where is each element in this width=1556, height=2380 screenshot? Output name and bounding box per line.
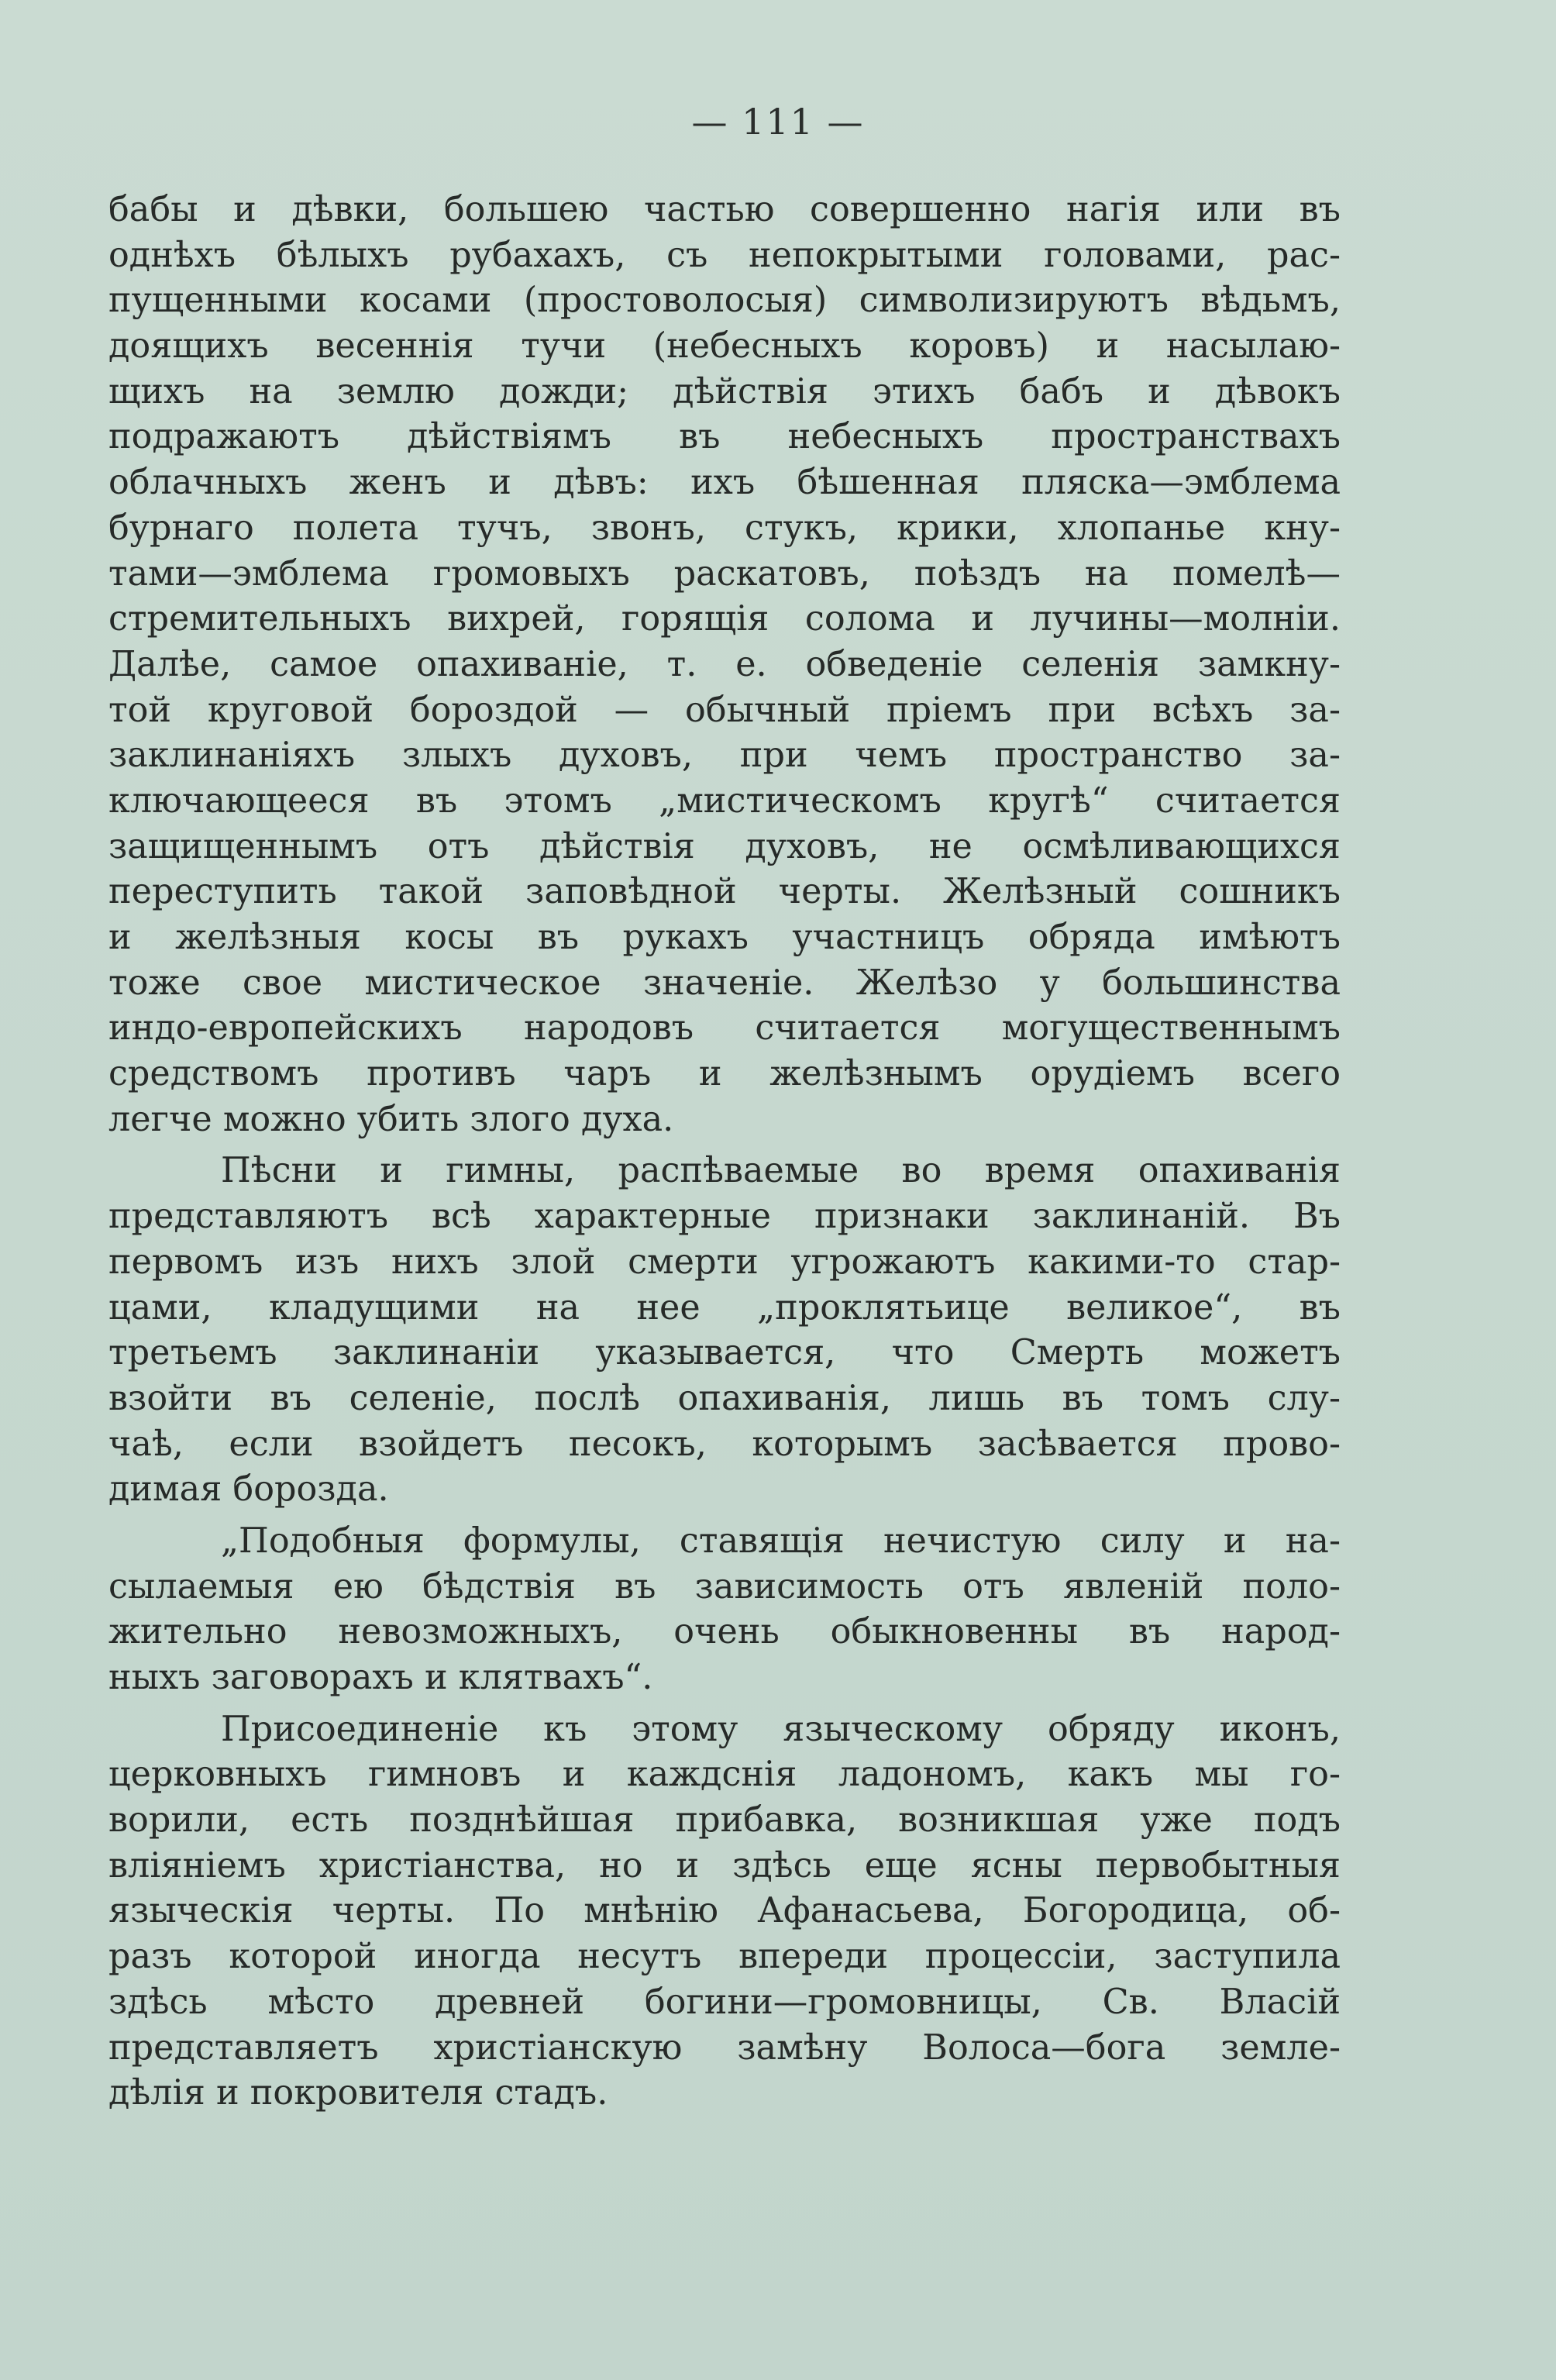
text-line: облачныхъ женъ и дѣвъ: ихъ бѣшенная пляска—эмблема xyxy=(108,463,1341,503)
text-line: разъ которой иногда несутъ впереди процессіи, заступила xyxy=(108,1937,1341,1977)
text-line: и желѣзныя косы въ рукахъ участницъ обряда имѣютъ xyxy=(108,918,1341,957)
text-line: „Подобныя формулы, ставящія нечистую силу и на- xyxy=(221,1521,1341,1561)
page-number: — 111 — xyxy=(691,101,865,143)
text-line: индо-европейскихъ народовъ считается могущественнымъ xyxy=(108,1008,1341,1049)
text-line: средствомъ противъ чаръ и желѣзнымъ орудіемъ всего xyxy=(108,1054,1341,1094)
text-line: бурнаго полета тучъ, звонъ, стукъ, крики, хлопанье кну- xyxy=(108,508,1341,548)
text-line: стремительныхъ вихрей, горящія солома и лучины—молніи. xyxy=(108,599,1341,639)
paragraph-gap xyxy=(108,1701,1341,1707)
text-line: первомъ изъ нихъ злой смерти угрожаютъ какими-то стар- xyxy=(108,1242,1341,1282)
text-line: ключающееся въ этомъ „мистическомъ кругѣ“ считается xyxy=(108,780,1341,821)
text-line: церковныхъ гимновъ и каждснія ладономъ, какъ мы го- xyxy=(108,1755,1341,1795)
text-line: взойти въ селеніе, послѣ опахиванія, лишь въ томъ слу- xyxy=(108,1378,1341,1418)
text-line: Пѣсни и гимны, распѣваемые во время опахиванія xyxy=(221,1151,1341,1191)
text-line: представляетъ христіанскую замѣну Волоса—бога земле- xyxy=(108,2027,1341,2068)
text-line: сылаемыя ею бѣдствія въ зависимость отъ явленій поло- xyxy=(108,1566,1341,1607)
paragraph xyxy=(108,1519,1341,1701)
paragraph xyxy=(108,188,1341,1142)
text-line: доящихъ весеннія тучи (небесныхъ коровъ) и насылаю- xyxy=(108,326,1341,367)
text-line: тоже свое мистическое значеніе. Желѣзо у большинства xyxy=(108,963,1341,1003)
text-line: Далѣе, самое опахиваніе, т. е. обведеніе селенія замкну- xyxy=(108,644,1341,684)
text-line: представляютъ всѣ характерные признаки заклинаній. Въ xyxy=(108,1197,1341,1237)
text-line: легче можно убить злого духа. xyxy=(108,1099,674,1139)
text-line: бабы и дѣвки, большею частью совершенно нагія или въ xyxy=(108,190,1341,229)
text-line: щихъ на землю дожди; дѣйствія этихъ бабъ и дѣвокъ xyxy=(108,371,1341,412)
text-line: здѣсь мѣсто древней богини—громовницы, Св. Власій xyxy=(108,1982,1341,2022)
text-line: тами—эмблема громовыхъ раскатовъ, поѣздъ на помелѣ— xyxy=(108,553,1341,594)
text-line: однѣхъ бѣлыхъ рубахахъ, съ непокрытыми головами, рас- xyxy=(108,235,1341,275)
text-line: димая борозда. xyxy=(108,1469,389,1510)
text-line: той круговой бороздой — обычный пріемъ при всѣхъ за- xyxy=(108,690,1341,730)
text-line: пущенными косами (простоволосыя) символизируютъ вѣдьмъ, xyxy=(108,281,1341,321)
text-line: вліяніемъ христіанства, но и здѣсь еще ясны первобытныя xyxy=(108,1845,1341,1886)
text-line: подражаютъ дѣйствіямъ въ небесныхъ пространствахъ xyxy=(108,417,1341,457)
text-line: заклинаніяхъ злыхъ духовъ, при чемъ пространство за- xyxy=(108,735,1341,776)
paragraph xyxy=(108,1707,1341,2117)
text-line: ныхъ заговорахъ и клятвахъ“. xyxy=(108,1658,653,1697)
paragraph-gap xyxy=(108,1513,1341,1519)
text-line: Присоединеніе къ этому языческому обряду иконъ, xyxy=(221,1709,1341,1749)
paragraph-gap xyxy=(108,1142,1341,1149)
text-line: дѣлія и покровителя стадъ. xyxy=(108,2073,608,2113)
text-line: языческія черты. По мнѣнію Афанасьева, Богородица, об- xyxy=(108,1891,1341,1931)
text-line: защищеннымъ отъ дѣйствія духовъ, не осмѣливающихся xyxy=(108,826,1341,866)
text-line: ворили, есть позднѣйшая прибавка, возникшая уже подъ xyxy=(108,1800,1341,1841)
text-line: чаѣ, если взойдетъ песокъ, которымъ засѣвается прово- xyxy=(108,1424,1341,1464)
text-line: жительно невозможныхъ, очень обыкновенны въ народ- xyxy=(108,1612,1341,1652)
body-text xyxy=(108,188,1341,2117)
text-line: переступить такой заповѣдной черты. Желѣзный сошникъ xyxy=(108,872,1341,912)
text-line: цами, кладущими на нее „проклятьице великое“, въ xyxy=(108,1287,1341,1328)
paragraph xyxy=(108,1149,1341,1513)
text-line: третьемъ заклинаніи указывается, что Смерть можетъ xyxy=(108,1333,1341,1373)
